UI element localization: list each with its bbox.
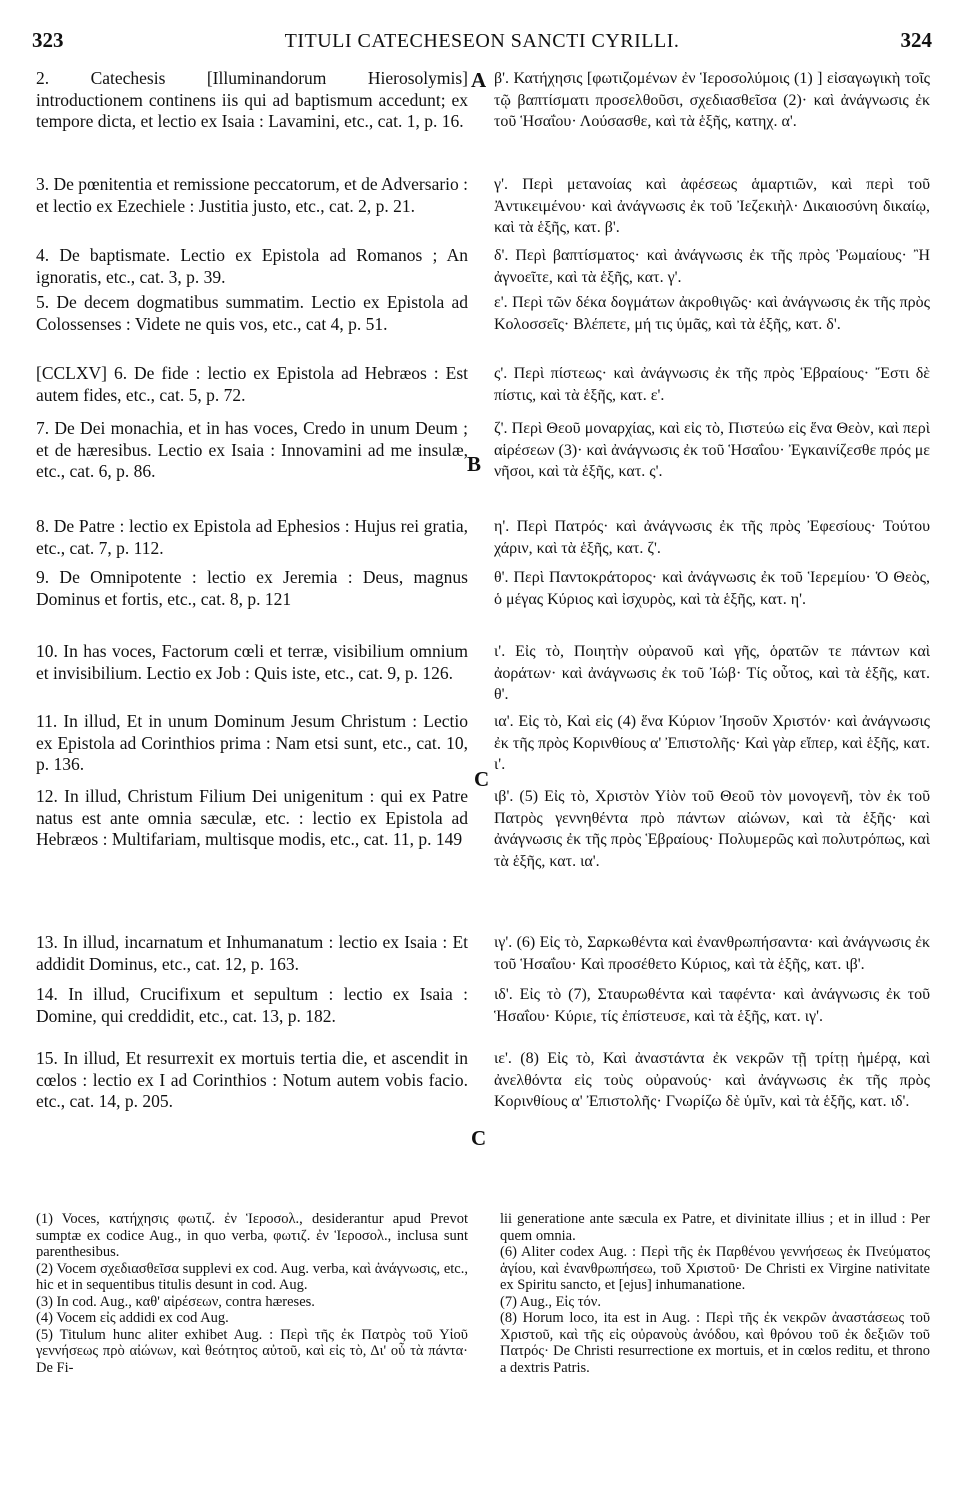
entry-text: δ'. Περὶ βαπτίσματος· καὶ ἀνάγνωσις ἐκ τῆς πρὸς Ῥωμαίους· Ἢ ἀγνοεῖτε, καὶ τὰ ἑξῆς, κατ. γ'. bbox=[494, 247, 930, 286]
latin-entry bbox=[36, 711, 468, 776]
entry-text: 7. De Dei monachia, et in has voces, Credo in unum Deum ; et de hæresibus. Lectio ex Isaia : Innovamini ad me insulæ, etc., cat. 6, p. 86. bbox=[36, 418, 468, 481]
entry-text: 14. In illud, Crucifixum et sepultum : lectio ex Isaia : Domine, qui creddidit, etc., cat. 13, p. 182. bbox=[36, 984, 468, 1026]
latin-entry bbox=[36, 68, 468, 133]
entry-text: θ'. Περὶ Παντοκράτορος· καὶ ἀνάγνωσις ἐκ τοῦ Ἱερεμίου· Ὁ Θεὸς, ὁ μέγας Κύριος καὶ ἰσχυρὸς, καὶ τὰ ἑξῆς, κατ. η'. bbox=[494, 569, 930, 608]
entry-text: ιε'. (8) Εἰς τὸ, Καὶ ἀναστάντα ἐκ νεκρῶν τῇ τρίτῃ ἡμέρᾳ, καὶ ἀνελθόντα εἰς τοὺς οὐρανούς· καὶ ἀνάγνωσις ἐκ τῆς πρὸς Κορινθίους α' Ἐπιστολῆς· Γνωρίζω δὲ ὑμῖν, καὶ τὰ ἑξῆς, κατ. ιδ'. bbox=[494, 1050, 930, 1110]
entry-text: 13. In illud, incarnatum et Inhumanatum : lectio ex Isaia : Et addidit Dominus, etc., cat. 12, p. 163. bbox=[36, 932, 468, 974]
greek-entry bbox=[494, 711, 930, 776]
entry-text: 15. In illud, Et resurrexit ex mortuis tertia die, et ascendit in cœlos : lectio ex I ad Corinthios : Notum autem vobis facio. etc., cat. 14, p. 205. bbox=[36, 1048, 468, 1111]
latin-entry bbox=[36, 363, 468, 406]
latin-entry bbox=[36, 567, 468, 610]
latin-entry bbox=[36, 786, 468, 851]
entry-text: 11. In illud, Et in unum Dominum Jesum Christum : Lectio ex Epistola ad Corinthios prima : Nam etsi sunt, etc., cat. 10, p. 136. bbox=[36, 711, 468, 774]
latin-entry bbox=[36, 418, 468, 483]
latin-entry bbox=[36, 174, 468, 217]
greek-entry bbox=[494, 292, 930, 335]
greek-entry bbox=[494, 984, 930, 1027]
entry-text: 5. De decem dogmatibus summatim. Lectio ex Epistola ad Colossenses : Videte ne quis vos, etc., cat 4, p. 51. bbox=[36, 292, 468, 334]
footnote: (8) Horum loco, ita est in Aug. : Περὶ τῆς ἐκ νεκρῶν ἀναστάσεως τοῦ Χριστοῦ, καὶ τῆς εἰς οὐρανοὺς ἀνόδου, καὶ θρόνου τοῦ ἐκ δεξιῶν τοῦ Πατρός· De Christi resurrectione ex mortuis, et in cœlos reditu, et throno a dextris Patris. bbox=[500, 1310, 930, 1376]
latin-entry bbox=[36, 932, 468, 975]
greek-entry bbox=[494, 245, 930, 288]
footnote: lii generatione ante sæcula ex Patre, et divinitate illius ; et in illud : Per quem omnia. bbox=[500, 1211, 930, 1244]
entry-text: 10. In has voces, Factorum cœli et terræ, visibilium omnium et invisibilium. Lectio ex Job : Quis iste, etc., cat. 9, p. 126. bbox=[36, 641, 468, 683]
greek-entry bbox=[494, 641, 930, 706]
entry-text: γ'. Περὶ μετανοίας καὶ ἀφέσεως ἁμαρτιῶν, καὶ περὶ τοῦ Ἀντικειμένου· καὶ ἀνάγνωσις ἐκ τοῦ Ἰεζεκιὴλ· Δικαιοσύνη δικαίῳ, καὶ τὰ ἑξῆς, κατ. β'. bbox=[494, 176, 930, 236]
greek-entry bbox=[494, 932, 930, 975]
latin-entry bbox=[36, 984, 468, 1027]
latin-entry bbox=[36, 292, 468, 335]
entry-text: β'. Κατήχησις [φωτιζομένων ἐν Ἱεροσολύμοις (1) ] εἰσαγωγικὴ τοῖς τῷ βαπτίσματι προσελθοῦσι, σχεδιασθεῖσα (2)· καὶ ἀνάγνωσις ἐκ τοῦ Ἡσαΐου· Λούσασθε, καὶ τὰ ἑξῆς, κατηχ. α'. bbox=[494, 70, 930, 130]
page-number-right: 324 bbox=[900, 28, 932, 52]
entry-text: ιβ'. (5) Εἰς τὸ, Χριστὸν Υἱὸν τοῦ Θεοῦ τὸν μονογενῆ, τὸν ἐκ τοῦ Πατρὸς γεννηθέντα πρὸ πάντων αἰώνων, καὶ τὰ ἑξῆς· καὶ ἀνάγνωσις ἐκ τῆς πρὸς Ἑβραίους· Πολυμερῶς καὶ πολυτρόπως, καὶ τὰ ἑξῆς, κατ. ια'. bbox=[494, 788, 930, 870]
latin-entry bbox=[36, 1048, 468, 1113]
page-header bbox=[32, 28, 932, 54]
entry-text: 3. De pœnitentia et remissione peccatorum, et de Adversario : et lectio ex Ezechiele : Justitia justo, etc., cat. 2, p. 21. bbox=[36, 174, 469, 216]
latin-entry bbox=[36, 641, 468, 684]
entry-text: 9. De Omnipotente : lectio ex Jeremia : Deus, magnus Dominus et fortis, etc., cat. 8, p. 121 bbox=[36, 567, 468, 609]
entry-text: ια'. Εἰς τὸ, Καὶ εἰς (4) ἕνα Κύριον Ἰησοῦν Χριστόν· καὶ ἀνάγνωσις ἐκ τῆς πρὸς Κορινθίους α' Ἐπιστολῆς· Καὶ γὰρ εἴπερ, καὶ ἑξῆς, κατ. ι'. bbox=[494, 713, 930, 773]
footnotes-left bbox=[36, 1211, 468, 1376]
entry-text: ζ'. Περὶ Θεοῦ μοναρχίας, καὶ εἰς τὸ, Πιστεύω εἰς ἕνα Θεὸν, καὶ περὶ αἱρέσεων (3)· καὶ ἀνάγνωσις ἐκ τοῦ Ἡσαΐου· Ἐγκαινίζεσθε πρός με νῆσοι, καὶ τὰ ἑξῆς, κατ. ς'. bbox=[494, 420, 930, 480]
footnote: (2) Vocem σχεδιασθεῖσα supplevi ex cod. Aug. verba, καὶ ἀνάγνωσις, etc., hic et in sequentibus titulis desunt in cod. Aug. bbox=[36, 1260, 468, 1293]
latin-entry bbox=[36, 245, 468, 288]
running-title: TITULI CATECHESEON SANCTI CYRILLI. bbox=[284, 30, 680, 52]
latin-entry bbox=[36, 516, 468, 559]
page-number-left: 323 bbox=[32, 28, 64, 52]
entry-text: 2. Catechesis [Illuminandorum Hierosolymis] introductionem continens iis qui ad baptismum accedunt; ex tempore dicta, et lectio ex Isaia : Lavamini, etc., cat. 1, p. 16. bbox=[36, 68, 468, 131]
margin-marker-c: C bbox=[474, 767, 490, 791]
greek-entry bbox=[494, 174, 930, 239]
margin-marker-c-bottom: C bbox=[471, 1126, 487, 1150]
footnotes-right bbox=[500, 1211, 930, 1376]
entry-text: [CCLXV] 6. De fide : lectio ex Epistola ad Hebræos : Est autem fides, etc., cat. 5, p. 72. bbox=[36, 363, 468, 405]
greek-entry bbox=[494, 567, 930, 610]
entry-text: ε'. Περὶ τῶν δέκα δογμάτων ἀκροθιγῶς· καὶ ἀνάγνωσις ἐκ τῆς πρὸς Κολοσσεῖς· Βλέπετε, μή τις ὑμᾶς, καὶ τὰ ἑξῆς, κατ. δ'. bbox=[494, 294, 930, 333]
entry-text: ιδ'. Εἰς τὸ (7), Σταυρωθέντα καὶ ταφέντα· καὶ ἀνάγνωσις ἐκ τοῦ Ἡσαΐου· Κύριε, τίς ἐπίστευσε, καὶ τὰ ἑξῆς, κατ. ιγ'. bbox=[494, 986, 930, 1025]
footnote: (7) Aug., Εἰς τόν. bbox=[500, 1293, 601, 1310]
entry-text: 12. In illud, Christum Filium Dei unigenitum : qui ex Patre natus est ante omnia sæculæ, etc. : lectio ex Epistola ad Hebræos : Multifariam, multisque modis, etc., cat. 11, p. 149 bbox=[36, 786, 468, 849]
margin-marker-a: A bbox=[471, 68, 487, 92]
margin-marker-b: B bbox=[467, 452, 482, 476]
greek-entry bbox=[494, 418, 930, 483]
greek-entry bbox=[494, 1048, 930, 1113]
footnote: (4) Vocem εἰς addidi ex cod Aug. bbox=[36, 1310, 229, 1326]
greek-entry bbox=[494, 786, 930, 872]
greek-entry bbox=[494, 68, 930, 133]
entry-text: ι'. Εἰς τὸ, Ποιητὴν οὐρανοῦ καὶ γῆς, ὁρατῶν τε πάντων καὶ ἀοράτων· καὶ ἀνάγνωσις ἐκ τοῦ Ἰώβ· Τίς οὗτος, καὶ τὰ ἑξῆς, κατ. θ'. bbox=[494, 643, 930, 703]
footnote: (6) Aliter codex Aug. : Περὶ τῆς ἐκ Παρθένου γεννήσεως ἐκ Πνεύματος ἁγίου, καὶ ἐνανθρωπήσεω, τοῦ Χριστοῦ· De Christi ex Virgine nativitate ex Spiritu sancto, et [ejus] inhumanatione. bbox=[500, 1244, 930, 1293]
entry-text: η'. Περὶ Πατρός· καὶ ἀνάγνωσις ἐκ τῆς πρὸς Ἐφεσίους· Τούτου χάριν, καὶ τὰ ἑξῆς, κατ. ζ'. bbox=[494, 518, 930, 557]
entry-text: ιγ'. (6) Εἰς τὸ, Σαρκωθέντα καὶ ἐνανθρωπήσαντα· καὶ ἀνάγνωσις ἐκ τοῦ Ἡσαΐου· Καὶ προσέθετο Κύριος, καὶ τὰ ἑξῆς, κατ. ιβ'. bbox=[494, 934, 930, 973]
entry-text: 8. De Patre : lectio ex Epistola ad Ephesios : Hujus rei gratia, etc., cat. 7, p. 112. bbox=[36, 516, 468, 558]
entry-text: 4. De baptismate. Lectio ex Epistola ad Romanos ; An ignoratis, etc., cat. 3, p. 39. bbox=[36, 245, 468, 287]
greek-entry bbox=[494, 516, 930, 559]
footnote: (3) In cod. Aug., καθ' αἱρέσεων, contra hæreses. bbox=[36, 1293, 315, 1310]
entry-text: ς'. Περὶ πίστεως· καὶ ἀνάγνωσις ἐκ τῆς πρὸς Ἑβραίους· Ἔστι δὲ πίστις, καὶ τὰ ἑξῆς, κατ. ε'. bbox=[494, 365, 930, 404]
greek-entry bbox=[494, 363, 930, 406]
footnote: (5) Titulum hunc aliter exhibet Aug. : Περὶ τῆς ἐκ Πατρὸς τοῦ Υἱοῦ γεννήσεως πρὸ αἰώνων, καὶ θεότητος αὐτοῦ, καὶ εἰς τὸ, Δι' οὗ τὰ πάντα· De Fi- bbox=[36, 1326, 468, 1376]
footnote: (1) Voces, κατήχησις φωτιζ. ἐν Ἱεροσολ., desiderantur apud Prevot sumptæ ex codice Aug., in quo verba, φωτιζ. ἐν Ἱεροσολ., inclusa sunt parenthesibus. bbox=[36, 1211, 468, 1260]
